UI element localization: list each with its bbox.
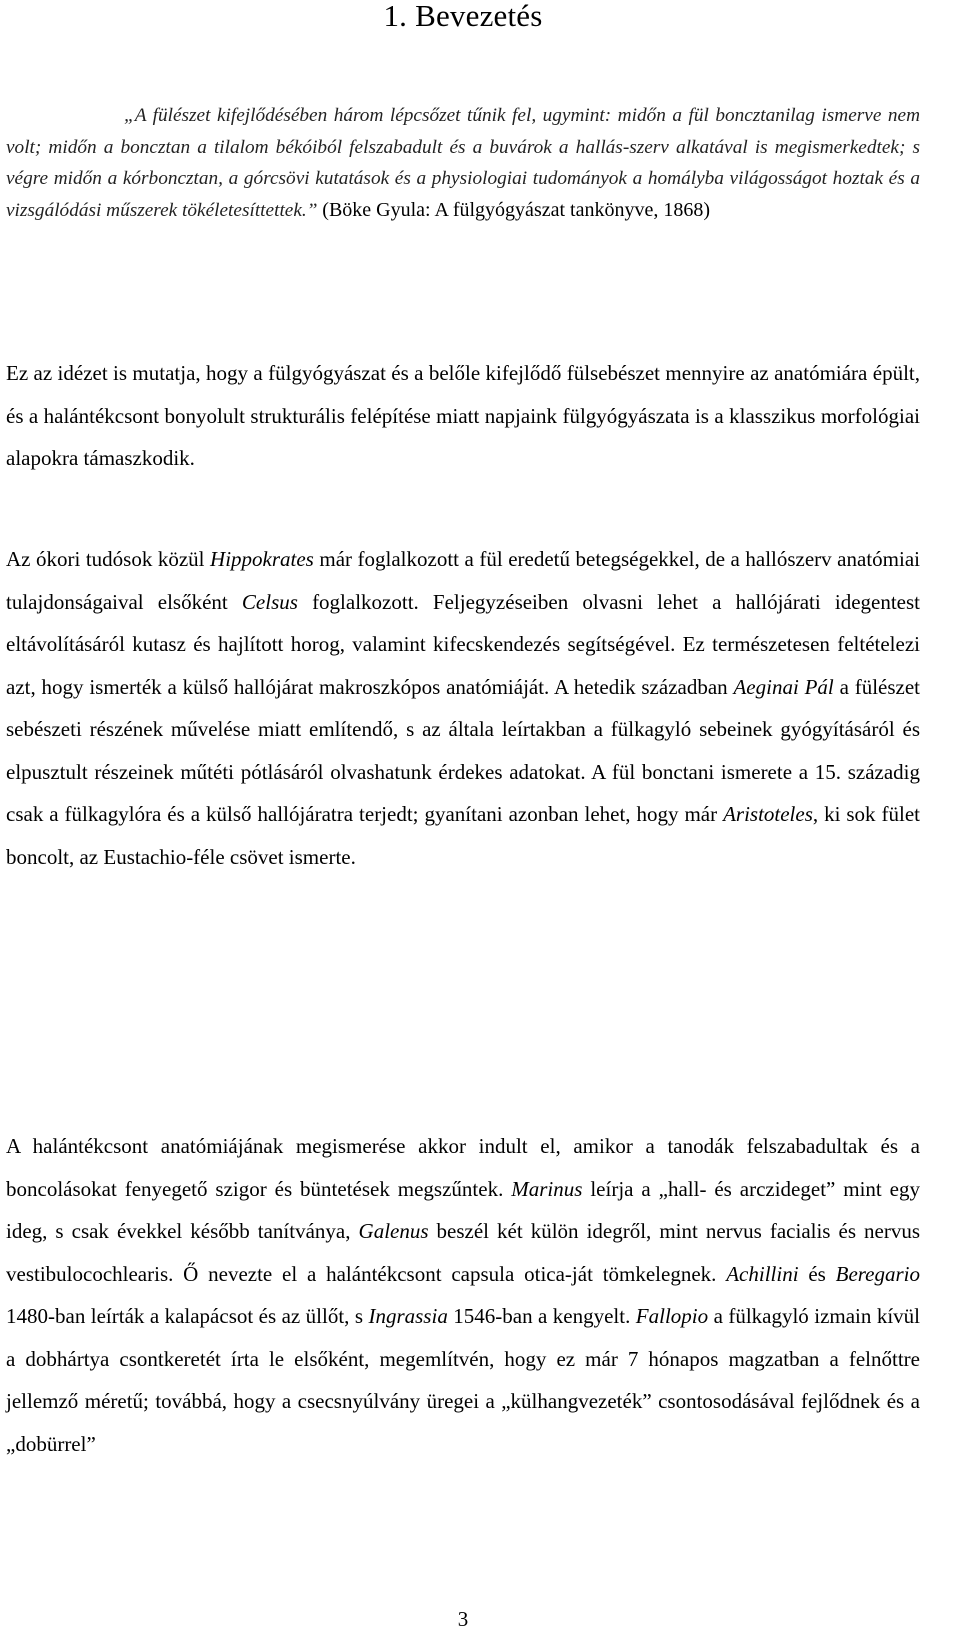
text-run: leírja a „hall- és arczideget” mint egy ideg, s csak évekkel később tanítványa, bbox=[6, 1176, 920, 1243]
name-hippokrates: Hippokrates bbox=[210, 547, 314, 571]
text-run: 1480-ban leírták a kalapácsot és az üllőt, s bbox=[6, 1304, 369, 1328]
document-page bbox=[6, 0, 920, 1641]
name-achillini: Achillini bbox=[726, 1261, 799, 1286]
chapter-heading: 1. Bevezetés bbox=[383, 0, 543, 33]
name-aristoteles: Aristoteles bbox=[723, 802, 813, 826]
text-run: 1546-ban a kengyelt. bbox=[447, 1304, 636, 1328]
text-run: , ki sok fület boncolt, az Eustachio-féle csövet ismerte. bbox=[6, 802, 920, 869]
epigraph-quote bbox=[6, 100, 920, 226]
name-celsus: Celsus bbox=[241, 589, 298, 614]
text-run: már foglalkozott a fül eredetű betegségekkel, de a hallószerv anatómiai tulajdonságaival elsőként bbox=[6, 547, 920, 614]
name-galenus: Galenus bbox=[358, 1219, 429, 1243]
page-number: 3 bbox=[457, 1607, 469, 1631]
name-fallopio: Fallopio bbox=[635, 1304, 709, 1328]
text-run: Az ókori tudósok közül bbox=[6, 547, 211, 571]
paragraph-intro: Ez az idézet is mutatja, hogy a fülgyógyászat és a belőle kifejlődő fülsebészet mennyire az anatómiára épült, és a halántékcsont bonyolult strukturális felépítése miatt napjaink fülgyógyászata is a klasszikus morfológiai alapokra támaszkodik. bbox=[6, 361, 920, 470]
text-run: a fülészet sebészeti részének művelése miatt említendő, s az általa leírtakban a fülkagyló sebeinek gyógyításáról és elpusztult részeinek műtéti pótlásáról olvashatunk érdekes adatokat. A fül bonctani ismerete a 15. századig csak a fülkagylóra és a külső hallójáratra terjedt; gyanítani azonban lehet, hogy már bbox=[6, 674, 920, 826]
name-aeginai-pal: Aeginai Pál bbox=[733, 674, 834, 699]
text-run: és bbox=[798, 1261, 836, 1286]
quote-text: „A fülészet kifejlődésében három lépcsőzet tűnik fel, ugymint: midőn a fül boncztanilag ismerve nem volt; midőn a boncztan a tilalom békóiból felszabadult és a buvárok a hallás-szerv alkatával is megismerkedtek; s végre midőn a kórboncztan, a górcsövi kutatások és a physiologiai tudományok a homályba világosságot hoztak és a vizsgálódási műszerek tökéletesíttettek.” bbox=[6, 105, 920, 221]
name-beregario: Beregario bbox=[835, 1261, 921, 1286]
text-run: a fülkagyló izmain kívül a dobhártya csontkeretét írta le elsőként, megemlítvén, hogy ez már 7 hónapos magzatban a felnőttre jellemző méretű; továbbá, hogy a csecsnyúlvány üregei a „külhangvezeték” csontosodásával fejlődnek és a „dobürrel” bbox=[6, 1304, 920, 1456]
name-marinus: Marinus bbox=[511, 1176, 583, 1201]
text-run: A halántékcsont anatómiájának megismerése akkor indult el, amikor a tanodák felszabadultak és a boncolásokat fenyegető szigor és büntetések megszűntek. bbox=[6, 1134, 920, 1201]
text-run: beszél két külön idegről, mint nervus facialis és nervus vestibulocochlearis. Ő nevezte el a halántékcsont capsula otica-ját tömkelegnek. bbox=[6, 1219, 921, 1286]
paragraph-temporal-bone-history bbox=[6, 1125, 920, 1465]
text-run: foglalkozott. Feljegyzéseiben olvasni lehet a hallójárati idegentest eltávolításáról kutasz és hajlított horog, valamint kifecskendezés segítségével. Ez természetesen feltételezi azt, hogy ismerték a külső hallójárat makroszkópos anatómiáját. A hetedik században bbox=[6, 589, 920, 699]
paragraph-ancient-scholars bbox=[6, 538, 920, 878]
quote-source: (Böke Gyula: A fülgyógyászat tankönyve, 1868) bbox=[322, 198, 711, 221]
name-ingrassia: Ingrassia bbox=[368, 1304, 448, 1328]
